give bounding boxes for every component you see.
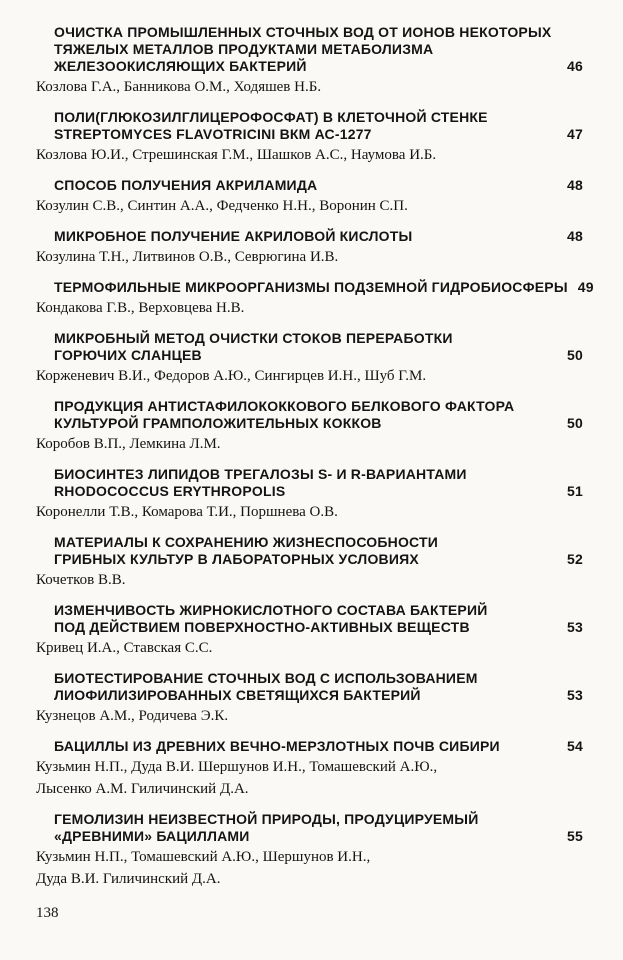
entry-title-text: БАЦИЛЛЫ ИЗ ДРЕВНИХ ВЕЧНО-МЕРЗЛОТНЫХ ПОЧВ СИБИРИ [54,738,500,754]
entry-title-line: ТЯЖЕЛЫХ МЕТАЛЛОВ ПРОДУКТАМИ МЕТАБОЛИЗМА [54,41,434,57]
entry-title-line [36,483,583,500]
entry-title-line [36,347,583,364]
entry-page-number: 55 [567,828,583,844]
entry-title-line [36,126,583,143]
entry-title-line: МАТЕРИАЛЫ К СОХРАНЕНИЮ ЖИЗНЕСПОСОБНОСТИ [54,534,439,550]
toc-entry [36,670,583,726]
entry-title-text: КУЛЬТУРОЙ ГРАМПОЛОЖИТЕЛЬНЫХ КОККОВ [54,415,382,431]
toc-entry [36,228,583,267]
toc-entry [36,24,583,97]
toc-entry [36,177,583,216]
entry-title-text: СПОСОБ ПОЛУЧЕНИЯ АКРИЛАМИДА [54,177,318,193]
entry-title-line [36,177,583,194]
entry-page-number: 50 [567,415,583,431]
entry-title-line [36,687,583,704]
entry-title-text: STREPTOMYCES FLAVOTRICINI ВКМ АС-1277 [54,126,372,142]
entry-title-line [36,551,583,568]
entry-authors-line: Лысенко А.М. Гиличинский Д.А. [36,781,249,797]
entry-title-text: ПОД ДЕЙСТВИЕМ ПОВЕРХНОСТНО-АКТИВНЫХ ВЕЩЕСТВ [54,619,470,635]
entry-authors-line: Кузьмин Н.П., Томашевский А.Ю., Шершунов И.Н., [36,849,371,865]
entry-title-text: ТЕРМОФИЛЬНЫЕ МИКРООРГАНИЗМЫ ПОДЗЕМНОЙ ГИДРОБИОСФЕРЫ [54,279,568,295]
entry-title-text: ЛИОФИЛИЗИРОВАННЫХ СВЕТЯЩИХСЯ БАКТЕРИЙ [54,687,421,703]
entry-authors-line: Козулина Т.Н., Литвинов О.В., Севрюгина И.В. [36,249,339,265]
entry-authors-line: Корженевич В.И., Федоров А.Ю., Сингирцев И.Н., Шуб Г.М. [36,368,427,384]
toc-entry [36,398,583,454]
entry-page-number: 53 [567,619,583,635]
toc-entry [36,109,583,165]
entry-title-line [36,415,583,432]
entry-title-line: МИКРОБНЫЙ МЕТОД ОЧИСТКИ СТОКОВ ПЕРЕРАБОТКИ [54,330,453,346]
entry-authors-line: Коробов В.П., Лемкина Л.М. [36,436,221,452]
toc-entry [36,466,583,522]
entry-title-line [36,738,583,755]
entry-title-line: ПОЛИ(ГЛЮКОЗИЛГЛИЦЕРОФОСФАТ) В КЛЕТОЧНОЙ СТЕНКЕ [54,109,488,125]
entry-title-line: БИОСИНТЕЗ ЛИПИДОВ ТРЕГАЛОЗЫ S- И R-ВАРИАНТАМИ [54,466,467,482]
entry-page-number: 48 [567,177,583,193]
folio-page-number: 138 [36,905,59,921]
entry-authors-line: Козулин С.В., Синтин А.А., Федченко Н.Н., Воронин С.П. [36,198,408,214]
entry-title-text: ЖЕЛЕЗООКИСЛЯЮЩИХ БАКТЕРИЙ [54,58,307,74]
entry-authors-line: Дуда В.И. Гиличинский Д.А. [36,871,221,887]
entry-title-line [36,228,583,245]
entry-title-line [36,828,583,845]
entry-title-line [36,619,583,636]
entry-authors-line: Козлова Г.А., Банникова О.М., Ходяшев Н.Б. [36,79,322,95]
toc-entry [36,330,583,386]
entry-authors-line: Кривец И.А., Ставская С.С. [36,640,213,656]
entry-authors-line: Кузьмин Н.П., Дуда В.И. Шершунов И.Н., Томашевский А.Ю., [36,759,438,775]
entry-title-text: RHODOCOCCUS ERYTHROPOLIS [54,483,286,499]
entry-authors-line: Кочетков В.В. [36,572,126,588]
entry-title-text: ГОРЮЧИХ СЛАНЦЕВ [54,347,202,363]
entry-title-line [36,58,583,75]
toc-entry [36,811,583,889]
entry-title-line: ПРОДУКЦИЯ АНТИСТАФИЛОКОККОВОГО БЕЛКОВОГО ФАКТОРА [54,398,515,414]
entry-page-number: 53 [567,687,583,703]
entry-title-line: ИЗМЕНЧИВОСТЬ ЖИРНОКИСЛОТНОГО СОСТАВА БАКТЕРИЙ [54,602,488,618]
toc-entry [36,279,594,318]
entry-page-number: 52 [567,551,583,567]
entry-authors-line: Кондакова Г.В., Верховцева Н.В. [36,300,245,316]
entry-page-number: 46 [567,58,583,74]
entry-page-number: 54 [567,738,583,754]
entry-title-text: МИКРОБНОЕ ПОЛУЧЕНИЕ АКРИЛОВОЙ КИСЛОТЫ [54,228,413,244]
entry-title-text: «ДРЕВНИМИ» БАЦИЛЛАМИ [54,828,250,844]
entry-title-text: ГРИБНЫХ КУЛЬТУР В ЛАБОРАТОРНЫХ УСЛОВИЯХ [54,551,419,567]
entry-title-line: ОЧИСТКА ПРОМЫШЛЕННЫХ СТОЧНЫХ ВОД ОТ ИОНОВ НЕКОТОРЫХ [54,24,552,40]
entry-authors-line: Козлова Ю.И., Стрешинская Г.М., Шашков А.С., Наумова И.Б. [36,147,437,163]
entry-authors-line: Кузнецов А.М., Родичева Э.К. [36,708,229,724]
toc-entry [36,602,583,658]
toc-entry [36,534,583,590]
entry-page-number: 48 [567,228,583,244]
entry-page-number: 51 [567,483,583,499]
entry-authors-line: Коронелли Т.В., Комарова Т.И., Поршнева О.В. [36,504,338,520]
entry-page-number: 50 [567,347,583,363]
entry-title-line: БИОТЕСТИРОВАНИЕ СТОЧНЫХ ВОД С ИСПОЛЬЗОВАНИЕМ [54,670,478,686]
entry-title-line: ГЕМОЛИЗИН НЕИЗВЕСТНОЙ ПРИРОДЫ, ПРОДУЦИРУЕМЫЙ [54,811,479,827]
toc-entry [36,738,583,799]
entry-page-number: 49 [577,279,594,295]
entry-page-number: 47 [567,126,583,142]
entry-title-line [36,279,594,296]
